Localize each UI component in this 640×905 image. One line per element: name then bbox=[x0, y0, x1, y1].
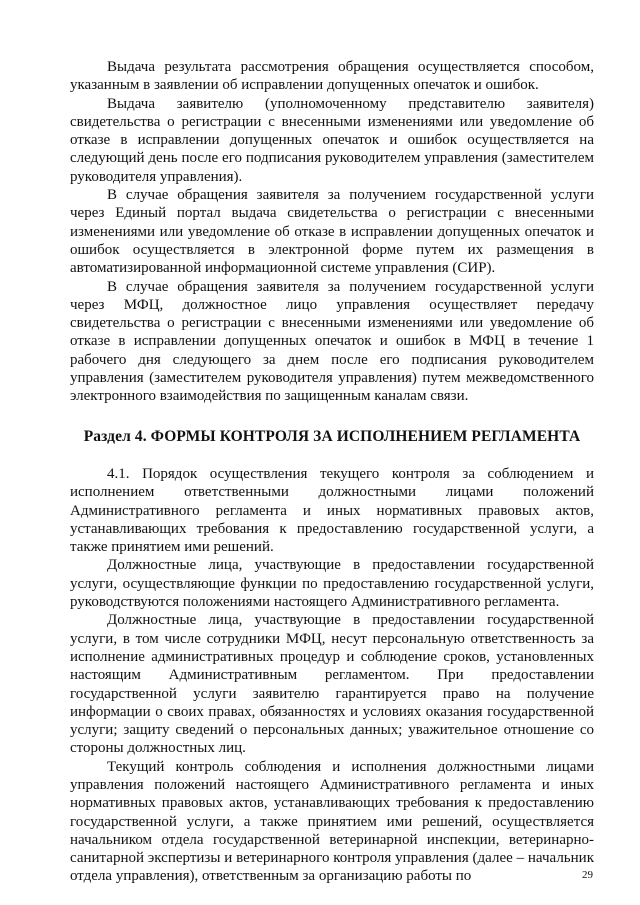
paragraph-control-execution: Текущий контроль соблюдения и исполнения должностными лицами управления положений настоящего Административного регламента и иных нормативных правовых актов, устанавливающих требования к предоставлению государственной услуги, а также принятием ими решений, осуществляется начальником отдела государственной ветеринарной инспекции, ветеринарно-санитарной экспертизы и ветеринарного контроля управления (далее – начальник отдела управления), ответственным за организацию работы по bbox=[70, 758, 594, 885]
paragraph-personal-responsibility: Должностные лица, участвующие в предоставлении государственной услуги, в том числе сотрудники МФЦ, несут персональную ответственность за исполнение административных процедур и соблюдение сроков, установленных настоящим Административным регламентом. При предоставлении государственной услуги заявителю гарантируется право на получение информации о своих правах, обязанностях и условиях оказания государственной услуги; защиту сведений о персональных данных; уважительное отношение со стороны должностных лиц. bbox=[70, 612, 594, 757]
paragraph-certificate-issuance: Выдача заявителю (уполномоченному представителю заявителя) свидетельства о регистрации с внесенными изменениями или уведомление об отказе в исправлении допущенных опечаток и ошибок осуществляется на следующий день после его подписания руководителем управления (заместителем руководителя управления). bbox=[70, 95, 594, 185]
paragraph-result-delivery: Выдача результата рассмотрения обращения осуществляется способом, указанным в заявлении об исправлении допущенных опечаток и ошибок. bbox=[70, 59, 594, 94]
paragraph-4-1-current-control: 4.1. Порядок осуществления текущего контроля за соблюдением и исполнением ответственными должностными лицами положений Административного регламента и иных нормативных правовых актов, устанавливающих требования к предоставлению государственной услуги, а также принятием ими решений. bbox=[70, 465, 594, 556]
page-number: 29 bbox=[582, 869, 593, 881]
paragraph-unified-portal: В случае обращения заявителя за получением государственной услуги через Единый портал выдача свидетельства о регистрации с внесенными изменениями или уведомление об отказе в исправлении допущенных опечаток и ошибок осуществляется в электронной форме путем их размещения в автоматизированной информационной системе управления (СИР). bbox=[70, 187, 594, 277]
paragraph-mfc-transfer: В случае обращения заявителя за получением государственной услуги через МФЦ, должностное лицо управления осуществляет передачу свидетельства о регистрации с внесенными изменениями или уведомление об отказе в исправлении допущенных опечаток и ошибок в МФЦ в течение 1 рабочего дня следующего за днем после его подписания руководителем управления (заместителем руководителя управления) путем межведомственного электронного взаимодействия по защищенным каналам связи. bbox=[70, 278, 594, 405]
paragraph-officials-guidance: Должностные лица, участвующие в предоставлении государственной услуги, осуществляющие функции по предоставлению государственной услуги, руководствуются положениями настоящего Административного регламента. bbox=[70, 557, 594, 611]
document-body bbox=[70, 58, 594, 886]
section-heading: Раздел 4. ФОРМЫ КОНТРОЛЯ ЗА ИСПОЛНЕНИЕМ РЕГЛАМЕНТА bbox=[83, 427, 581, 445]
